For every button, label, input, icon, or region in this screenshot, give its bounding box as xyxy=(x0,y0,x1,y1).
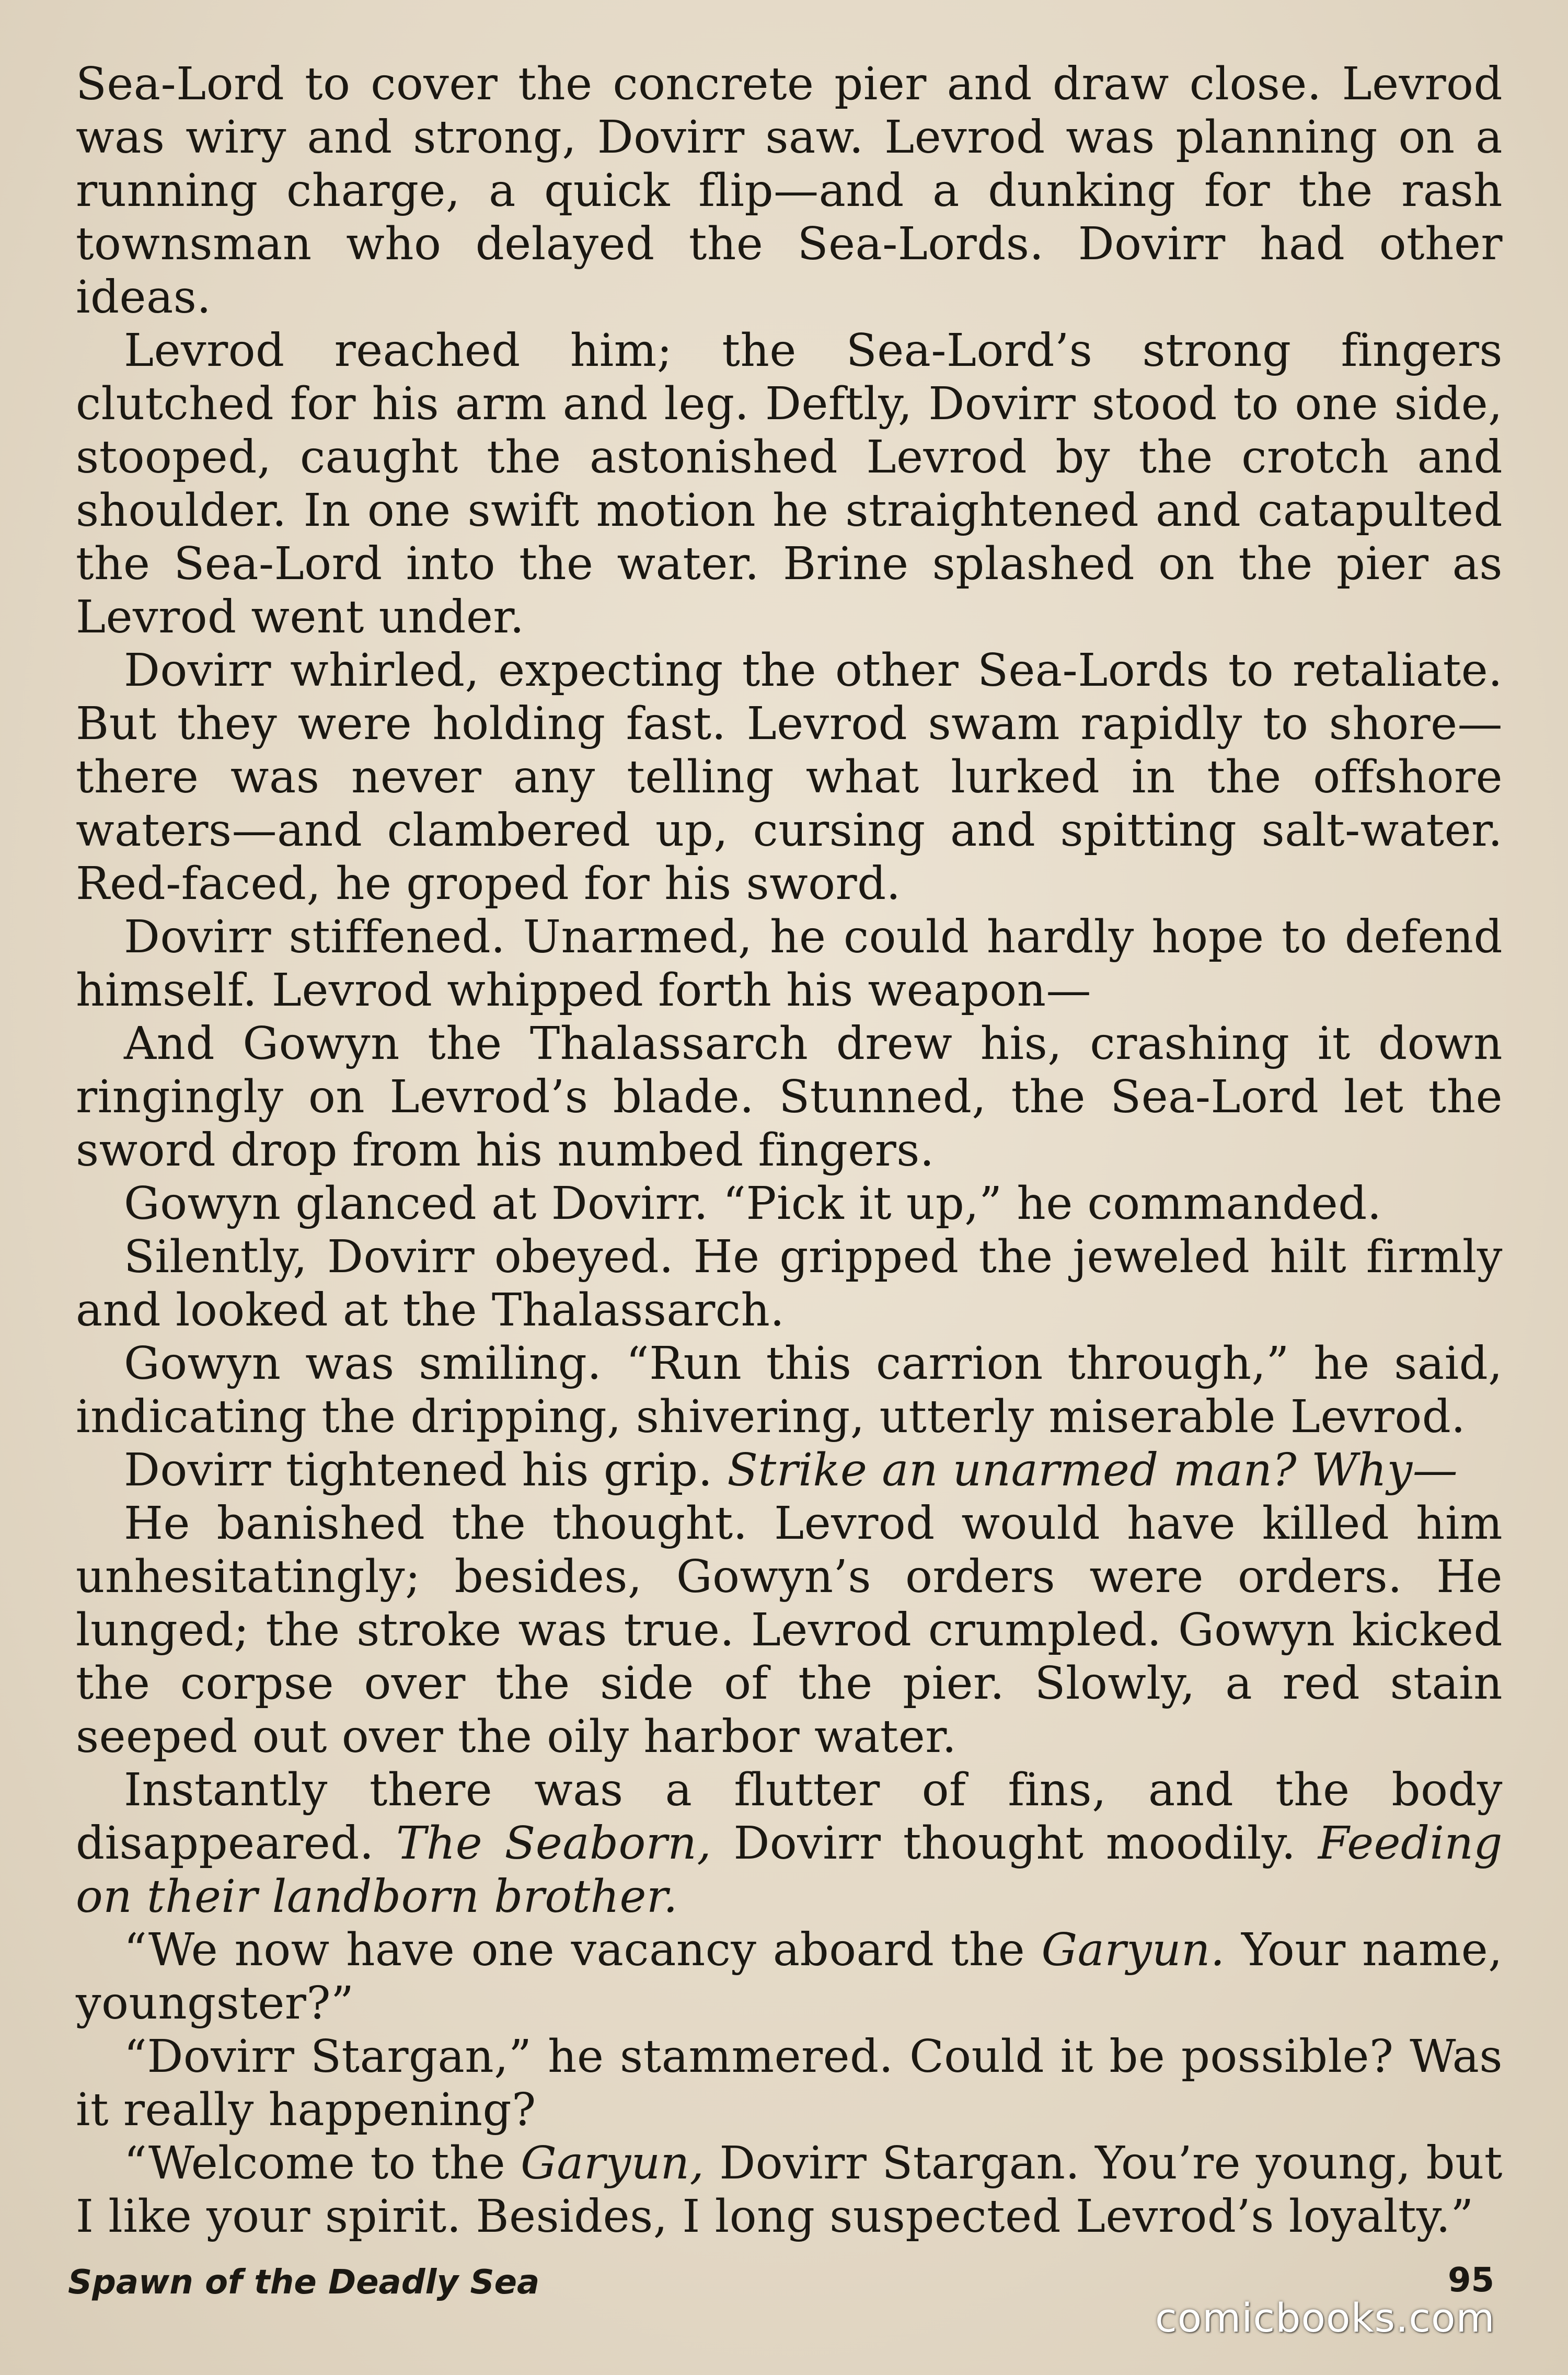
text-segment: “Welcome to the xyxy=(124,2137,521,2189)
paragraph xyxy=(76,324,1503,644)
text-segment: Silently, Dovirr obeyed. He gripped the jeweled hilt firmly and looked at the Thalassarch. xyxy=(76,1231,1503,1336)
paragraph xyxy=(76,1017,1503,1177)
paragraph xyxy=(76,1923,1503,2030)
italic-text-segment: Garyun, xyxy=(521,2137,705,2189)
running-footer-title: Spawn of the Deadly Sea xyxy=(68,2263,540,2302)
text-segment: “We now have one vacancy aboard the xyxy=(124,1924,1042,1976)
paragraph xyxy=(76,1763,1503,1923)
text-segment: “Dovirr Stargan,” he stammered. Could it be possible? Was it really happening? xyxy=(76,2031,1503,2136)
site-watermark: comicbooks.com xyxy=(1155,2295,1495,2341)
text-segment: Levrod reached him; the Sea-Lord’s strong fingers clutched for his arm and leg. Deftly, Dovirr stood to one side, stooped, caught the astonished Levrod by the crotch and shoulder. In one swift motion he straightened and catapulted the Sea-Lord into the water. Brine splashed on the pier as Levrod went under. xyxy=(76,325,1503,643)
italic-text-segment: Feeding on their landborn brother. xyxy=(76,1817,1503,1923)
text-segment: He banished the thought. Levrod would have killed him unhesitatingly; besides, Gowyn’s orders were orders. He lunged; the stroke was true. Levrod crumpled. Gowyn kicked the corpse over the side of the pier. Slowly, a red stain seeped out over the oily harbor water. xyxy=(76,1497,1503,1763)
paragraph xyxy=(76,1230,1503,1337)
text-segment: Dovirr thought moodily. xyxy=(711,1817,1318,1870)
paragraph xyxy=(76,57,1503,324)
italic-text-segment: Strike an unarmed man? Why— xyxy=(727,1444,1458,1496)
text-segment: Dovirr whirled, expecting the other Sea-Lords to retaliate. But they were holding fast. Levrod swam rapidly to shore—there was never any telling what lurked in the offshore waters—and clambered up, cursing and spitting salt-water. Red-faced, he groped for his sword. xyxy=(76,644,1503,910)
page-number: 95 xyxy=(1448,2261,1495,2300)
text-segment: Gowyn glanced at Dovirr. “Pick it up,” he commanded. xyxy=(124,1178,1382,1230)
text-segment: Gowyn was smiling. “Run this carrion through,” he said, indicating the dripping, shivering, utterly miserable Levrod. xyxy=(76,1338,1503,1443)
text-segment: Instantly there was a flutter of fins, and the body disappeared. xyxy=(76,1764,1503,1870)
text-segment: Dovirr tightened his grip. xyxy=(124,1444,728,1496)
paragraph xyxy=(76,910,1503,1017)
paragraph xyxy=(76,1337,1503,1444)
paragraph xyxy=(76,1177,1503,1230)
italic-text-segment: The Seaborn, xyxy=(396,1817,712,1870)
text-segment: Dovirr Stargan. You’re young, but I like your spirit. Besides, I long suspected Levrod’s loyalty.” xyxy=(76,2137,1503,2243)
paragraph xyxy=(76,1444,1503,1497)
text-segment: And Gowyn the Thalassarch drew his, crashing it down ringingly on Levrod’s blade. Stunned, the Sea-Lord let the sword drop from his numbed fingers. xyxy=(76,1018,1503,1177)
paragraph xyxy=(76,2137,1503,2243)
text-segment: Your name, youngster?” xyxy=(76,1924,1503,2030)
paragraph xyxy=(76,2030,1503,2137)
text-segment: Dovirr stiffened. Unarmed, he could hardly hope to defend himself. Levrod whipped forth his weapon— xyxy=(76,911,1503,1017)
italic-text-segment: Garyun. xyxy=(1041,1924,1225,1976)
paragraph xyxy=(76,1497,1503,1763)
text-segment: Sea-Lord to cover the concrete pier and draw close. Levrod was wiry and strong, Dovirr saw. Levrod was planning on a running charge, a quick flip—and a dunking for the rash townsman who delayed the Sea-Lords. Dovirr had other ideas. xyxy=(76,58,1503,324)
paragraph xyxy=(76,644,1503,910)
body-text xyxy=(76,57,1503,2243)
